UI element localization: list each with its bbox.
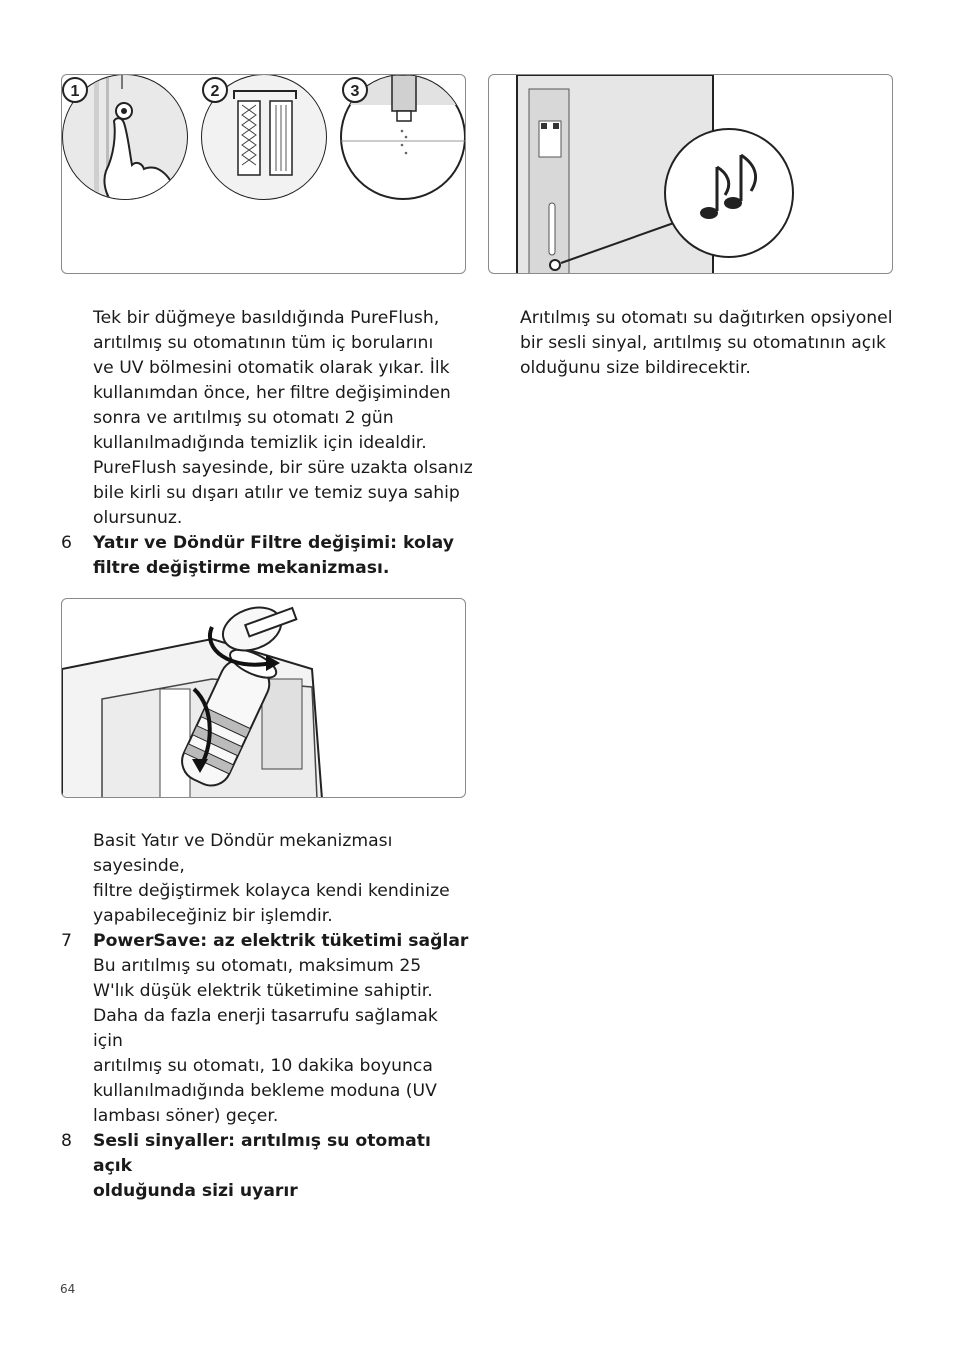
audible-signal-figure: [488, 74, 893, 274]
audible-signal-description: Arıtılmış su otomatı su dağıtırken opsiyonel bir sesli sinyal, arıtılmış su otomatının açık olduğunu size bildirecektir.: [520, 308, 893, 378]
tilt-turn-description: Basit Yatır ve Döndür mekanizması sayesinde, filtre değiştirmek kolayca kendi kendinize yapabileceğiniz bir işlemdir.: [93, 831, 450, 926]
svg-text:2: 2: [210, 83, 220, 100]
left-column: [61, 306, 473, 581]
pureflush-steps-figure: [61, 74, 466, 274]
item-number: 8: [61, 1131, 72, 1151]
left-column-lower: [61, 829, 473, 1204]
page-number: 64: [60, 1282, 76, 1296]
item-6: [61, 531, 473, 581]
item-title: Yatır ve Döndür Filtre değişimi: kolay filtre değiştirme mekanizması.: [93, 533, 454, 578]
filter-change-figure: [61, 598, 466, 798]
item-title: PowerSave: az elektrik tüketimi sağlar: [93, 931, 469, 951]
step-1-badge: [63, 78, 87, 102]
right-column: [520, 306, 900, 381]
svg-text:3: 3: [350, 83, 360, 100]
item-body: Bu arıtılmış su otomatı, maksimum 25 W'lık düşük elektrik tüketimine sahiptir. Daha da fazla enerji tasarrufu sağlamak için arıtılmış su otomatı, 10 dakika boyunca kullanılmadığında bekleme moduna (UV lambası söner) geçer.: [93, 956, 438, 1126]
item-number: 7: [61, 931, 72, 951]
step-2-badge: [203, 78, 227, 102]
item-8: [61, 1129, 473, 1204]
item-title: Sesli sinyaller: arıtılmış su otomatı açık olduğunda sizi uyarır: [93, 1131, 431, 1201]
item-7: [61, 929, 473, 1129]
music-note-icon: [665, 129, 793, 257]
pureflush-description: Tek bir düğmeye basıldığında PureFlush, arıtılmış su otomatının tüm iç borularını ve UV bölmesini otomatik olarak yıkar. İlk kullanımdan önce, her filtre değişiminden sonra ve arıtılmış su otomatı 2 gün kullanılmadığında temizlik için idealdir. PureFlush sayesinde, bir süre uzakta olsanız bile kirli su dışarı atılır ve temiz suya sahip olursunuz.: [93, 308, 473, 528]
svg-text:1: 1: [70, 83, 80, 100]
item-number: 6: [61, 533, 72, 553]
step-3-badge: [343, 78, 367, 102]
